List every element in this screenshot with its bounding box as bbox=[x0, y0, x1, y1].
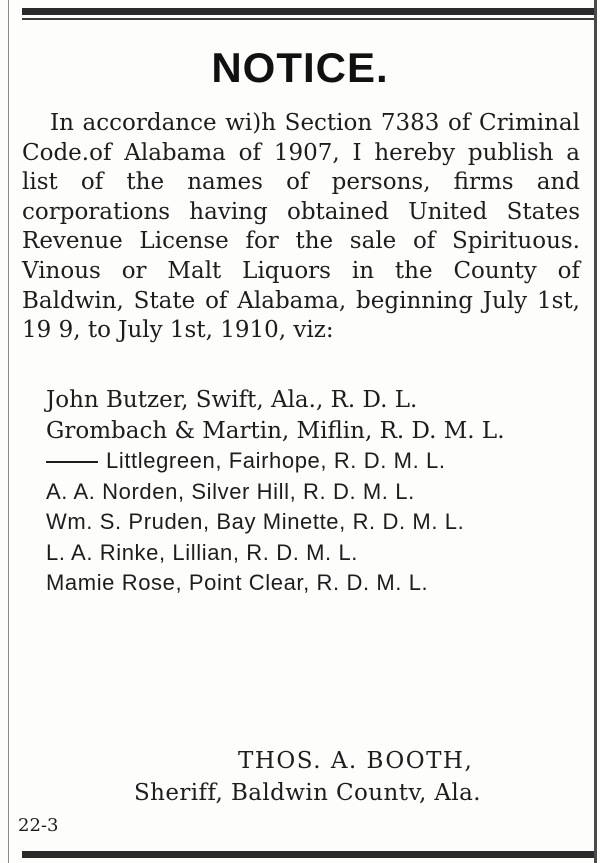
notice-body-paragraph: In accordance wi)h Section 7383 of Criminal Code.of Alabama of 1907, I hereby publish a list of the names of persons, firms and corporations having obtained United States Revenue License for the sale of Spirituous. Vinous or Malt Liquors in the County of Baldwin, State of Alabama, beginning July 1st, 19 9, to July 1st, 1910, viz: bbox=[22, 110, 580, 344]
licensee-entry bbox=[22, 446, 580, 477]
licensee-entry: John Butzer, Swift, Ala., R. D. L. bbox=[46, 387, 418, 413]
notice-title: NOTICE. bbox=[211, 44, 389, 91]
top-rule bbox=[22, 8, 594, 15]
top-rule-thin bbox=[22, 18, 594, 20]
licensee-entry: Wm. S. Pruden, Bay Minette, R. D. M. L. bbox=[46, 509, 465, 534]
page-left-edge bbox=[8, 0, 9, 863]
licensee-entry: Mamie Rose, Point Clear, R. D. M. L. bbox=[46, 570, 429, 595]
issue-reference: 22-3 bbox=[18, 815, 59, 836]
licensee-list bbox=[22, 385, 580, 599]
licensee-entry: Grombach & Martin, Miflin, R. D. M. L. bbox=[46, 417, 505, 444]
notice-body bbox=[22, 109, 580, 346]
licensee-entry: A. A. Norden, Silver Hill, R. D. M. L. bbox=[46, 478, 415, 504]
licensee-entry: L. A. Rinke, Lillian, R. D. M. L. bbox=[46, 539, 359, 565]
licensee-entry-text: Littlegreen, Fairhope, R. D. M. L. bbox=[106, 448, 446, 473]
page-right-edge bbox=[594, 0, 597, 863]
signature-name: THOS. A. BOOTH, bbox=[238, 748, 474, 774]
omitted-name-dash bbox=[46, 461, 98, 463]
bottom-rule bbox=[22, 851, 594, 858]
signature-title: Sheriff, Baldwin Countv, Ala. bbox=[134, 780, 482, 806]
